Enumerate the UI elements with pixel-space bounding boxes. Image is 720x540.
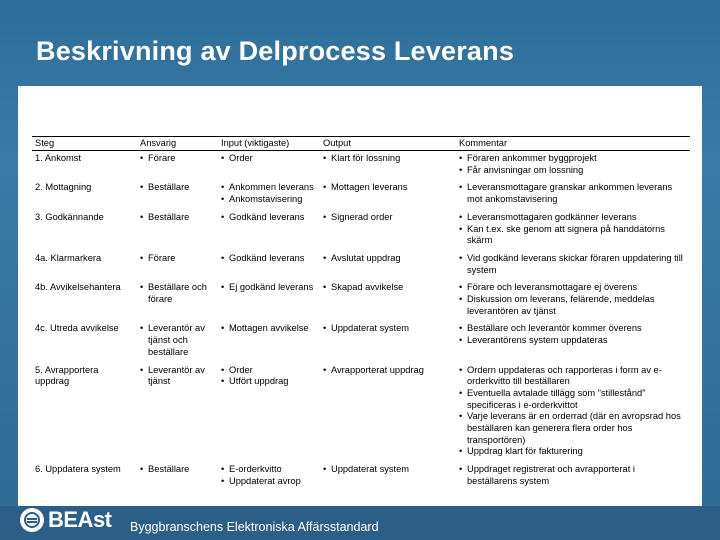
bullet-item: • Godkänd leverans [221, 212, 317, 224]
bullet-item: • Uppdrag klart för fakturering [459, 446, 687, 458]
table-row [32, 251, 690, 280]
bullet-list [459, 212, 687, 247]
cell-input [218, 363, 320, 463]
cell-ansvarig [137, 363, 218, 463]
bullet-item: • Uppdraget registrerat och avrapporterat i beställarens system [459, 464, 687, 487]
bullet-list [459, 253, 687, 276]
process-table [32, 136, 690, 492]
bullet-item: • Beställare [140, 464, 215, 476]
cell-ansvarig [137, 151, 218, 181]
bullet-list [221, 182, 317, 205]
bullet-item: • Ej godkänd leverans [221, 282, 317, 294]
cell-kommentar [456, 180, 690, 209]
bullet-item: • Utfört uppdrag [221, 376, 317, 388]
bullet-item: • Förare och leveransmottagare ej överens [459, 282, 687, 294]
bullet-list [140, 212, 215, 224]
cell-steg: 5. Avrapportera uppdrag [35, 364, 99, 387]
logo-emblem-icon [20, 508, 44, 532]
header-steg: Steg [32, 137, 137, 151]
bullet-list [140, 153, 215, 165]
bullet-item: • Klart för lossning [323, 153, 453, 165]
bullet-list [140, 182, 215, 194]
cell-ansvarig [137, 251, 218, 280]
bullet-list [323, 365, 453, 377]
bullet-list [323, 182, 453, 194]
cell-steg: 3. Godkännande [35, 211, 104, 222]
bullet-list [140, 464, 215, 476]
bullet-item: • Uppdaterat system [323, 323, 453, 335]
table-header-row [32, 137, 690, 151]
bullet-item: • Beställare och leverantör kommer överens [459, 323, 687, 335]
table-row [32, 180, 690, 209]
bullet-item: • Leveransmottagaren godkänner leverans [459, 212, 687, 224]
bullet-item: • Föraren ankommer byggprojekt [459, 153, 687, 165]
cell-output [320, 321, 456, 362]
bullet-list [459, 182, 687, 205]
bullet-list [221, 323, 317, 335]
bullet-list [221, 253, 317, 265]
cell-output [320, 363, 456, 463]
cell-output [320, 462, 456, 491]
cell-steg: 2. Mottagning [35, 182, 92, 193]
bullet-list [459, 153, 687, 176]
bullet-item: • Order [221, 365, 317, 377]
cell-steg: 4b. Avvikelsehantera [35, 282, 121, 293]
bullet-list [459, 282, 687, 317]
table-row [32, 210, 690, 251]
cell-output [320, 210, 456, 251]
cell-input [218, 280, 320, 321]
bullet-item: • Diskussion om leverans, felärende, meddelas leverantören av tjänst [459, 294, 687, 317]
table-row [32, 280, 690, 321]
cell-ansvarig [137, 280, 218, 321]
bullet-list [140, 282, 215, 305]
bullet-item: • Godkänd leverans [221, 253, 317, 265]
bullet-list [140, 365, 215, 388]
bullet-list [323, 153, 453, 165]
bullet-item: • E-orderkvitto [221, 464, 317, 476]
bullet-item: • Leverantör av tjänst och beställare [140, 323, 215, 358]
cell-input [218, 251, 320, 280]
beast-logo [20, 507, 112, 533]
bullet-item: • Vid godkänd leverans skickar föraren uppdatering till system [459, 253, 687, 276]
bullet-item: • Ankomstavisering [221, 194, 317, 206]
bullet-item: • Skapad avvikelse [323, 282, 453, 294]
cell-kommentar [456, 321, 690, 362]
header-ansvarig: Ansvarig [137, 137, 218, 151]
bullet-item: • Leverantörens system uppdateras [459, 335, 687, 347]
table-row [32, 151, 690, 181]
cell-steg: 1. Ankomst [35, 153, 81, 163]
bullet-item: • Beställare [140, 212, 215, 224]
cell-input [218, 151, 320, 181]
bullet-list [459, 323, 687, 346]
cell-kommentar [456, 363, 690, 463]
cell-steg: 4c. Utreda avvikelse [35, 323, 119, 334]
bullet-item: • Beställare och förare [140, 282, 215, 305]
cell-ansvarig [137, 210, 218, 251]
bullet-item: • Kan t.ex. ske genom att signera på handdatorns skärm [459, 224, 687, 247]
bullet-item: • Uppdaterat avrop [221, 476, 317, 488]
bullet-item: • Leverantör av tjänst [140, 365, 215, 388]
footer-tagline: Byggbranschens Elektroniska Affärsstandard [130, 520, 379, 534]
cell-steg: 4a. Klarmarkera [35, 252, 102, 263]
bullet-list [221, 212, 317, 224]
cell-output [320, 251, 456, 280]
bullet-list [459, 464, 687, 487]
bullet-item: • Beställare [140, 182, 215, 194]
cell-kommentar [456, 462, 690, 491]
cell-input [218, 321, 320, 362]
cell-output [320, 180, 456, 209]
bullet-list [221, 464, 317, 487]
bullet-list [221, 153, 317, 165]
cell-kommentar [456, 251, 690, 280]
bullet-list [323, 212, 453, 224]
cell-output [320, 151, 456, 181]
bullet-item: • Avrapporterat uppdrag [323, 365, 453, 377]
cell-output [320, 280, 456, 321]
bullet-item: • Förare [140, 153, 215, 165]
header-input: Input (viktigaste) [218, 137, 320, 151]
bullet-list [221, 365, 317, 388]
header-kommentar: Kommentar [456, 137, 690, 151]
table-row [32, 462, 690, 491]
bullet-list [221, 282, 317, 294]
bullet-item: • Eventuella avtalade tillägg som ”stillestånd” specificeras i e-orderkvittot [459, 388, 687, 411]
table-row [32, 363, 690, 463]
bullet-list [323, 323, 453, 335]
logo-text: BEAst [48, 507, 112, 532]
cell-ansvarig [137, 462, 218, 491]
bullet-list [140, 253, 215, 265]
bullet-item: • Ordern uppdateras och rapporteras i form av e-orderkvitto till beställaren [459, 365, 687, 388]
cell-input [218, 180, 320, 209]
bullet-item: • Får anvisningar om lossning [459, 165, 687, 177]
bullet-item: • Leveransmottagare granskar ankommen leverans mot ankomstavisering [459, 182, 687, 205]
cell-kommentar [456, 280, 690, 321]
bullet-item: • Order [221, 153, 317, 165]
table-row [32, 321, 690, 362]
cell-input [218, 210, 320, 251]
cell-kommentar [456, 151, 690, 181]
bullet-list [459, 365, 687, 459]
cell-ansvarig [137, 180, 218, 209]
bullet-item: • Ankommen leverans [221, 182, 317, 194]
header-output: Output [320, 137, 456, 151]
bullet-item: • Signerad order [323, 212, 453, 224]
bullet-list [323, 253, 453, 265]
bullet-item: • Mottagen avvikelse [221, 323, 317, 335]
cell-input [218, 462, 320, 491]
cell-ansvarig [137, 321, 218, 362]
bullet-item: • Förare [140, 253, 215, 265]
cell-steg: 6. Uppdatera system [35, 464, 121, 475]
bullet-list [140, 323, 215, 358]
cell-kommentar [456, 210, 690, 251]
table-body [32, 151, 690, 492]
bullet-item: • Varje leverans är en orderrad (där en avropsrad hos beställaren kan generera flera order hos transportören) [459, 411, 687, 446]
bullet-item: • Avslutat uppdrag [323, 253, 453, 265]
bullet-item: • Uppdaterat system [323, 464, 453, 476]
bullet-list [323, 464, 453, 476]
bullet-item: • Mottagen leverans [323, 182, 453, 194]
bullet-list [323, 282, 453, 294]
page-title: Beskrivning av Delprocess Leverans [36, 36, 515, 66]
